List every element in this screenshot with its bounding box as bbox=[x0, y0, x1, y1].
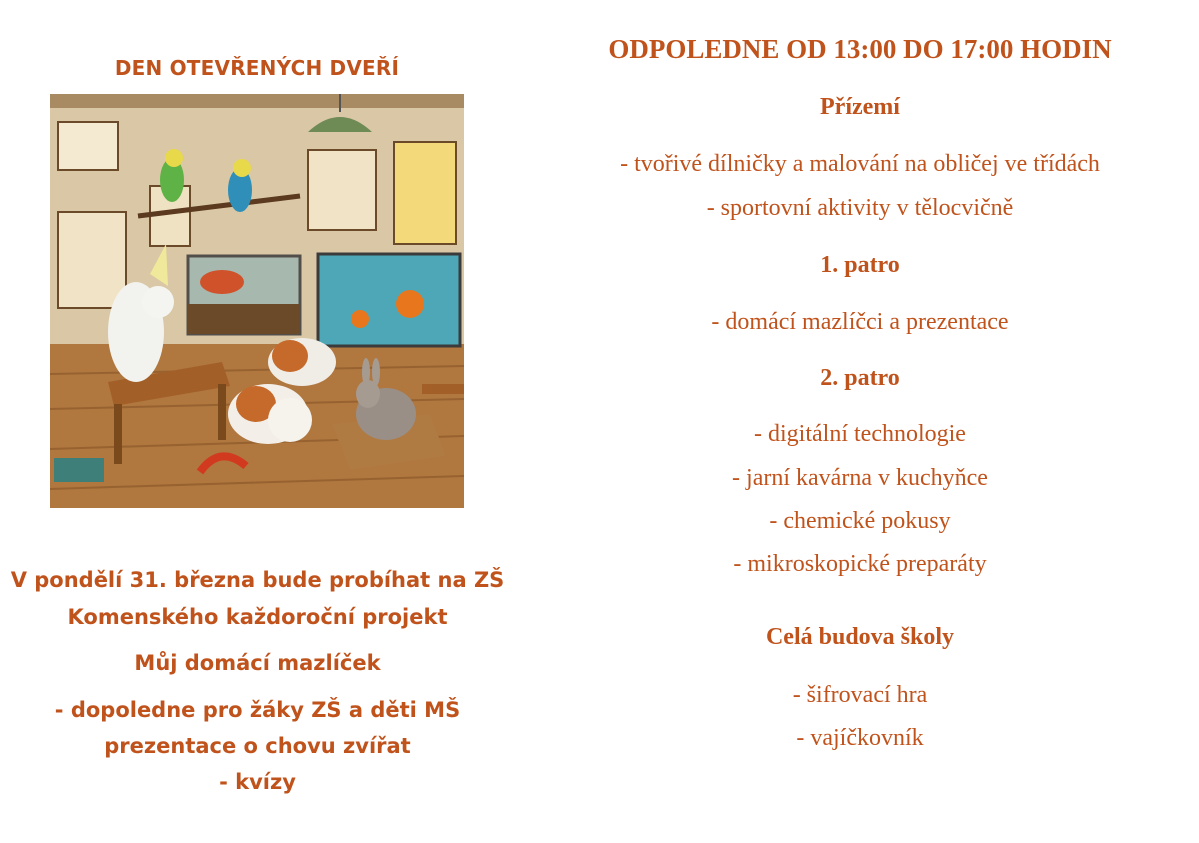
ground-floor-item: - sportovní aktivity v tělocvičně bbox=[706, 195, 1014, 221]
second-floor-item: - mikroskopické preparáty bbox=[733, 551, 987, 577]
left-column bbox=[0, 0, 520, 843]
second-floor-item: - chemické pokusy bbox=[769, 508, 951, 534]
whole-building-item: - vajíčkovník bbox=[796, 725, 924, 751]
afternoon-program bbox=[540, 0, 1199, 843]
morning-program-line: - dopoledne pro žáky ZŠ a děti MŠ bbox=[54, 698, 461, 722]
first-floor-item: - domácí mazlíčci a prezentace bbox=[711, 309, 1009, 335]
section-heading-whole-building: Celá budova školy bbox=[765, 624, 955, 650]
project-line-2: Komenského každoroční projekt bbox=[67, 605, 448, 629]
section-heading-first-floor: 1. patro bbox=[820, 252, 900, 278]
whole-building-item: - šifrovací hra bbox=[792, 682, 928, 708]
presentation-line: prezentace o chovu zvířat bbox=[104, 734, 411, 758]
ground-floor-item: - tvořivé dílničky a malování na obličej ve třídách bbox=[620, 151, 1100, 177]
afternoon-title: ODPOLEDNE OD 13:00 DO 17:00 HODIN bbox=[608, 34, 1112, 64]
project-name: Můj domácí mazlíček bbox=[134, 651, 381, 675]
second-floor-item: - jarní kavárna v kuchyňce bbox=[732, 465, 988, 491]
section-heading-second-floor: 2. patro bbox=[820, 365, 900, 391]
open-day-title: DEN OTEVŘENÝCH DVEŘÍ bbox=[114, 56, 400, 80]
quiz-line: - kvízy bbox=[219, 770, 296, 794]
second-floor-item: - digitální technologie bbox=[754, 421, 966, 447]
section-heading-ground-floor: Přízemí bbox=[820, 94, 900, 120]
classroom-pets-illustration bbox=[50, 94, 464, 508]
project-line-1: V pondělí 31. března bude probíhat na ZŠ bbox=[10, 568, 505, 592]
